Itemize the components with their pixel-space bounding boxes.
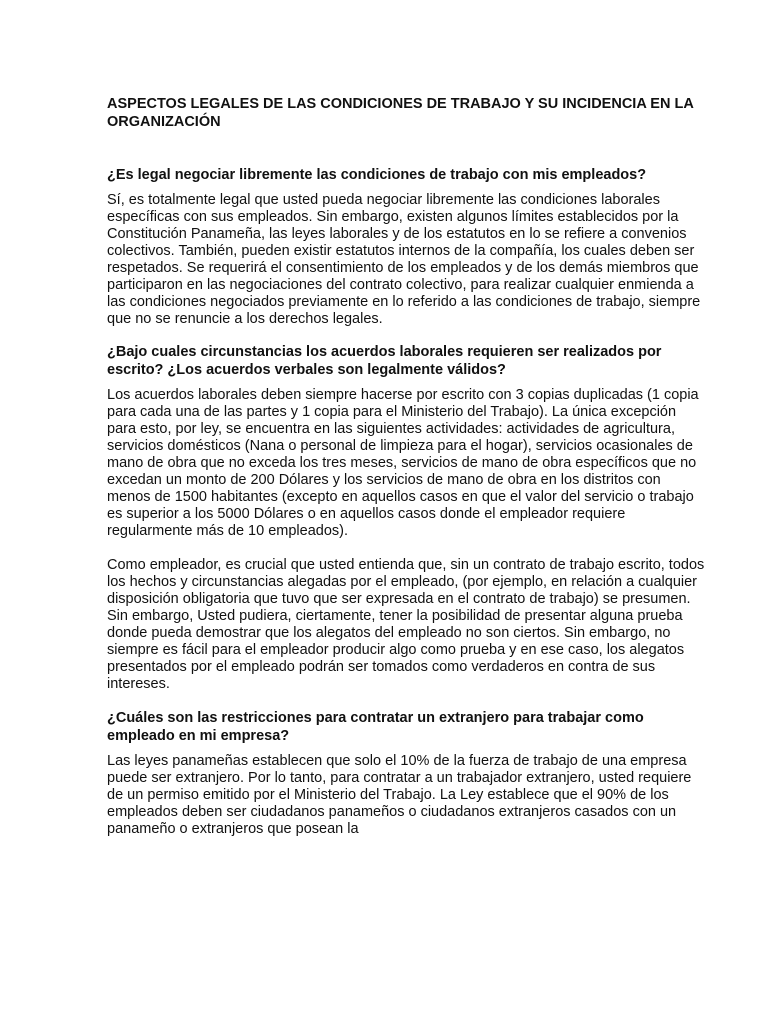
section-acuerdos-escritos [107, 343, 708, 693]
section-paragraph: Las leyes panameñas establecen que solo el 10% de la fuerza de trabajo de una empresa puede ser extranjero. Por lo tanto, para contratar a un trabajador extranjero, usted requiere de un permiso emitido por el Ministerio del Trabajo. La Ley establece que el 90% de los empleados deben ser ciudadanos panameños o ciudadanos extranjeros casados con un panameño o extranjeros que posean la [107, 753, 692, 837]
section-question: ¿Es legal negociar libremente las condiciones de trabajo con mis empleados? [107, 167, 647, 183]
document-title: ASPECTOS LEGALES DE LAS CONDICIONES DE TRABAJO Y SU INCIDENCIA EN LA ORGANIZACIÓN [107, 96, 694, 130]
section-question: ¿Cuáles son las restricciones para contratar un extranjero para trabajar como empleado en mi empresa? [107, 710, 644, 744]
section-question: ¿Bajo cuales circunstancias los acuerdos laborales requieren ser realizados por escrito? ¿Los acuerdos verbales son legalmente válidos? [107, 344, 662, 378]
section-paragraph: Sí, es totalmente legal que usted pueda negociar libremente las condiciones laborales específicas con sus empleados. Sin embargo, existen algunos límites establecidos por la Constitución Panameña, las leyes laborales y de los estatutos en lo se refiere a convenios colectivos. También, pueden existir estatutos internos de la compañía, los cuales deben ser respetados. Se requerirá el consentimiento de los empleados y de los demás miembros que participaron en las negociaciones del contrato colectivo, para realizar cualquier enmienda a las condiciones negociados previamente en lo referido a las condiciones de trabajo, siempre que no se renuncie a los derechos legales. [107, 192, 701, 327]
section-paragraph: Como empleador, es crucial que usted entienda que, sin un contrato de trabajo escrito, todos los hechos y circunstancias alegadas por el empleado, (por ejemplo, en relación a cualquier disposición obligatoria que tuvo que ser expresada en el contrato de trabajo) se presumen. Sin embargo, Usted pudiera, ciertamente, tener la posibilidad de presentar alguna prueba donde pueda demostrar que los alegatos del empleado no son ciertos. Sin embargo, no siempre es fácil para el empleador producir algo como prueba y en ese caso, los alegatos presentados por el empleado podrán ser tomados como verdaderos en contra de sus intereses. [107, 557, 705, 692]
section-paragraph: Los acuerdos laborales deben siempre hacerse por escrito con 3 copias duplicadas (1 copia para cada una de las partes y 1 copia para el Ministerio del Trabajo). La única excepción para esto, por ley, se encuentra en las siguientes actividades: actividades de agricultura, servicios domésticos (Nana o personal de limpieza para el hogar), servicios ocasionales de mano de obra que no exceda los tres meses, servicios de mano de obra específicos que no excedan un monto de 200 Dólares y los servicios de mano de obra en los distritos con menos de 1500 habitantes (excepto en aquellos casos en que el valor del servicio o trabajo es superior a los 5000 Dólares o en aquellos casos donde el empleador requiere regularmente más de 10 empleados). [107, 387, 699, 539]
section-negociar-condiciones [107, 166, 708, 328]
section-contratar-extranjero [107, 709, 708, 838]
